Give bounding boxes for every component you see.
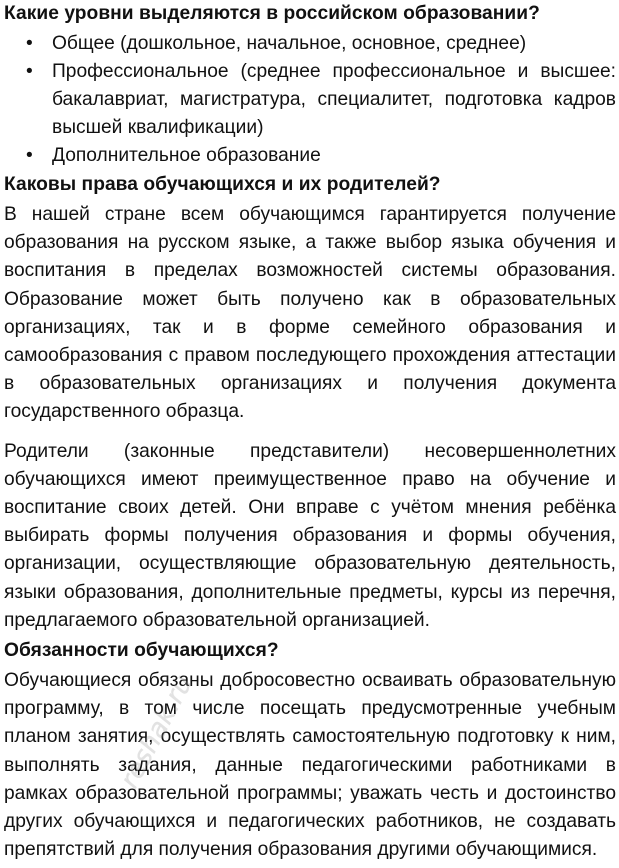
document-page bbox=[4, 0, 616, 864]
section-heading-education-levels: Какие уровни выделяются в российском образовании? bbox=[4, 3, 540, 24]
list-item-text: Дополнительное образование bbox=[52, 145, 321, 166]
rights-paragraph-students: В нашей стране всем обучающимся гарантируется получение образования на русском языке, а также выбор языка обучения и воспитания в пределах возможностей системы образования. Образование может быть получено как в образовательных организациях, так и в форме семейного образования и самообразования с правом последующего прохождения аттестации в образовательных организациях и получения документа государственного образца. bbox=[4, 204, 616, 423]
rights-paragraph-parents: Родители (законные представители) несовершеннолетних обучающихся имеют преимущественное право на обучение и воспитание своих детей. Они вправе с учётом мнения ребёнка выбирать формы получения образования и формы обучения, организации, осуществляющие образовательную деятельность, языки образования, дополнительные предметы, курсы из перечня, предлагаемого образовательной организацией. bbox=[4, 440, 616, 631]
list-item-text: Профессиональное (среднее профессиональное и высшее: бакалавриат, магистратура, специалитет, подготовка кадров высшей квалификации) bbox=[52, 61, 616, 138]
duties-paragraph: Обучающиеся обязаны добросовестно осваивать образовательную программу, в том числе посещать предусмотренные учебным планом занятия, осуществлять самостоятельную подготовку к ним, выполнять задания, данные педагогическими работниками в рамках образовательной программы; уважать честь и достоинство других обучающихся и педагогических работников, не создавать препятствий для получения образования другими обучающимися. bbox=[4, 670, 616, 861]
bullet-icon: • bbox=[26, 145, 33, 166]
education-levels-list bbox=[4, 30, 616, 170]
section-heading-duties: Обязанности обучающихся? bbox=[4, 640, 279, 662]
bullet-icon: • bbox=[26, 61, 33, 82]
section-heading-rights: Каковы права обучающихся и их родителей? bbox=[4, 174, 441, 195]
list-item bbox=[4, 30, 616, 58]
watermark-text: reshak.ru bbox=[114, 670, 199, 794]
bullet-icon: • bbox=[26, 33, 33, 54]
list-item-text: Общее (дошкольное, начальное, основное, среднее) bbox=[52, 33, 527, 54]
list-item bbox=[4, 58, 616, 142]
list-item bbox=[4, 142, 616, 170]
